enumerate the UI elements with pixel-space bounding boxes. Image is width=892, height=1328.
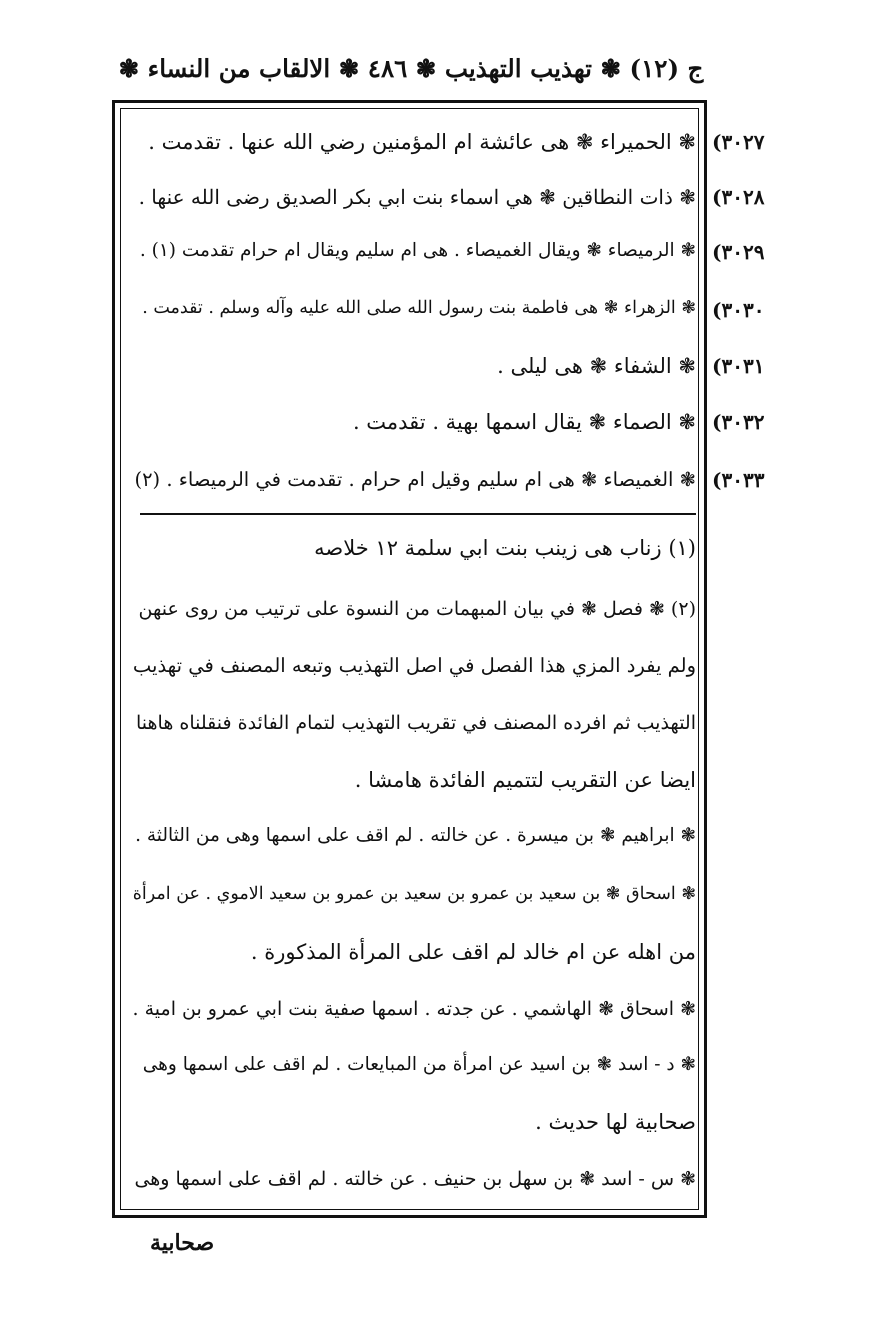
entry-text: ❃ الشفاء ❃ هى ليلى .: [497, 354, 696, 378]
entry-number: (٣٠٣١: [712, 354, 765, 378]
footnote-line: من اهله عن ام خالد لم اقف على المرأة المذكورة .: [250, 940, 696, 964]
entry-text: ❃ الغميصاء ❃ هى ام سليم وقيل ام حرام . تقدمت في الرميصاء . (٢): [134, 468, 696, 491]
entry-text: ❃ الصماء ❃ يقال اسمها بهية . تقدمت .: [352, 410, 696, 434]
footnote-line: ولم يفرد المزي هذا الفصل في اصل التهذيب وتبعه المصنف في تهذيب: [132, 654, 696, 677]
entry-number: (٣٠٢٨: [712, 185, 765, 209]
footnote-line: التهذيب ثم افرده المصنف في تقريب التهذيب لتمام الفائدة فنقلناه هاهنا: [135, 712, 696, 734]
entry-number: (٣٠٣٢: [712, 410, 765, 434]
entry-number: (٣٠٣٠: [712, 298, 765, 322]
footnote-line: (٢) ❃ فصل ❃ في بيان المبهمات من النسوة على ترتيب من روى عنهن: [138, 598, 696, 620]
footnote-line: (١) زناب هى زينب بنت ابي سلمة ١٢ خلاصه: [314, 536, 696, 560]
entry-text: ❃ الحميراء ❃ هى عائشة ام المؤمنين رضي الله عنها . تقدمت .: [148, 130, 696, 154]
footnote-line: ❃ ابراهيم ❃ بن ميسرة . عن خالته . لم اقف على اسمها وهى من الثالثة .: [135, 825, 696, 846]
footnote-line: ايضا عن التقريب لتتميم الفائدة هامشا .: [354, 768, 696, 792]
entry-number: (٣٠٣٣: [712, 468, 765, 492]
footnote-line: ❃ د - اسد ❃ بن اسيد عن امرأة من المبايعات . لم اقف على اسمها وهى: [142, 1054, 696, 1075]
entry-text: ❃ ذات النطاقين ❃ هي اسماء بنت ابي بكر الصديق رضى الله عنها .: [138, 185, 696, 209]
footnote-line: صحابية لها حديث .: [535, 1110, 696, 1134]
entry-number: (٣٠٢٩: [712, 240, 765, 264]
entry-text: ❃ الرميصاء ❃ ويقال الغميصاء . هى ام سليم ويقال ام حرام تقدمت (١) .: [139, 240, 696, 261]
running-header: ج (١٢) ❃ تهذيب التهذيب ❃ ٤٨٦ ❃ الالقاب من النساء ❃: [118, 53, 704, 83]
entry-number: (٣٠٢٧: [712, 130, 765, 154]
footnote-line: ❃ اسحاق ❃ بن سعيد بن عمرو بن سعيد بن عمرو بن سعيد الاموي . عن امرأة: [132, 884, 696, 904]
footnote-line: ❃ س - اسد ❃ بن سهل بن حنيف . عن خالته . لم اقف على اسمها وهى: [134, 1168, 696, 1190]
footnote-line: ❃ اسحاق ❃ الهاشمي . عن جدته . اسمها صفية بنت ابي عمرو بن امية .: [132, 998, 696, 1020]
catchword: صحابية: [150, 1230, 215, 1256]
footnote-divider: [140, 513, 696, 515]
entry-text: ❃ الزهراء ❃ هى فاطمة بنت رسول الله صلى الله عليه وآله وسلم . تقدمت .: [142, 298, 696, 318]
